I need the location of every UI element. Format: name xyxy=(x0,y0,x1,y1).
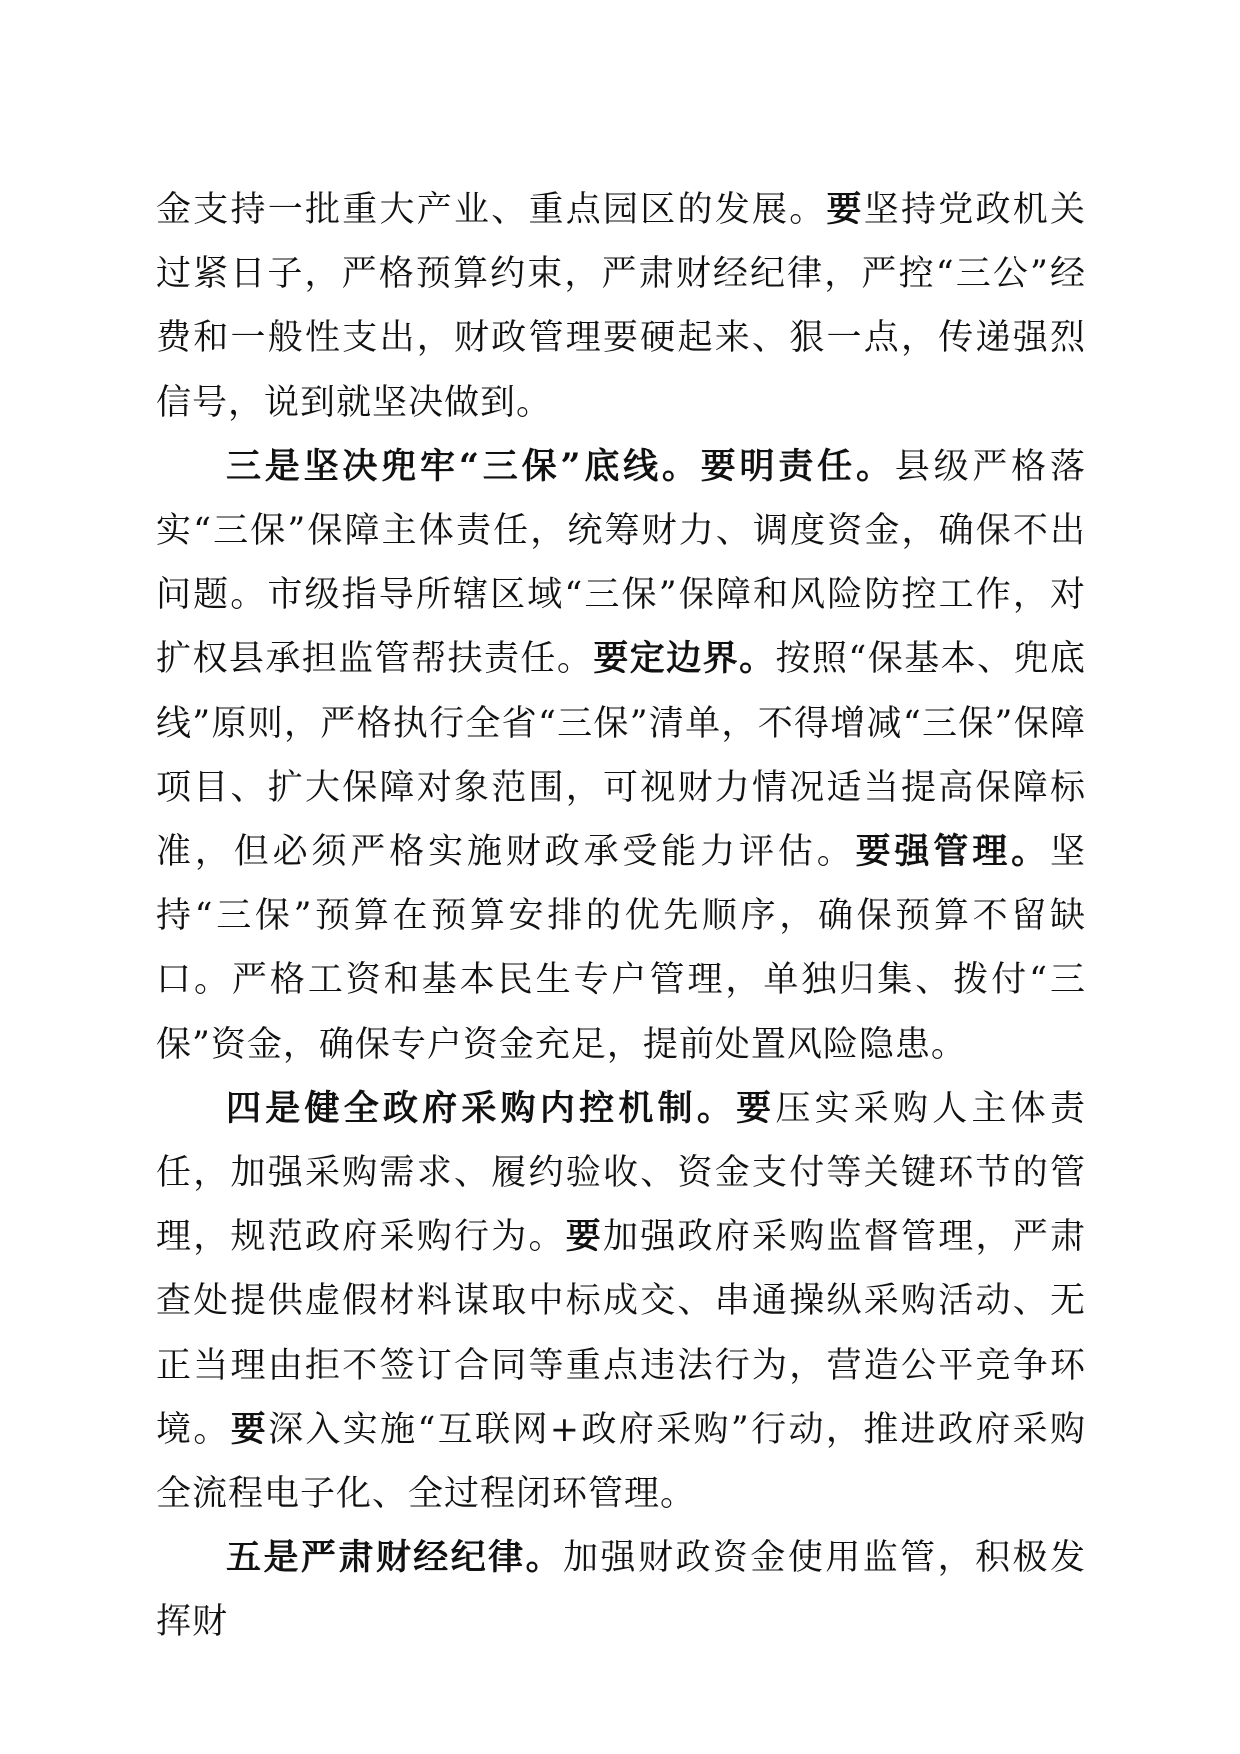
paragraph-1-segment-1: 金支持一批重大产业、重点园区的发展。 xyxy=(156,190,827,230)
paragraph-2-segment-4: 按照“保基本、兜底线”原则，严格执行全省“三保”清单，不得增减“三保”保障项目、扩大保障对象范围，可视财力情况适当提高保障标准，但必须严格实施财政承受能力评估。 xyxy=(156,639,1086,873)
paragraph-4-segment-2: 加强财政资金使用监管，积极发挥财 xyxy=(156,1538,1086,1643)
paragraph-3-heading: 四是健全政府采购内控机制。要 xyxy=(226,1087,776,1129)
paragraph-4-heading: 五是严肃财经纪律。 xyxy=(226,1537,564,1579)
paragraph-3-bold-lead-2: 要 xyxy=(565,1216,603,1258)
paragraph-2-subheading-boundary: 要定边界。 xyxy=(593,638,776,680)
paragraph-4 xyxy=(156,1526,1086,1654)
paragraph-2-subheading-management: 要强管理。 xyxy=(855,831,1050,873)
paragraph-2-segment-2: 县级严格落实“三保”保障主体责任，统筹财力、调度资金，确保不出问题。市级指导所辖区域“三保”保障和风险防控工作，对扩权县承担监管帮扶责任。 xyxy=(156,446,1086,680)
paragraph-3 xyxy=(156,1077,1086,1526)
paragraph-2 xyxy=(156,435,1086,1077)
paragraph-3-bold-lead-3: 要 xyxy=(230,1408,269,1450)
paragraph-2-heading: 三是坚决兜牢“三保”底线。要明责任。 xyxy=(226,445,895,487)
paragraph-1 xyxy=(156,178,1086,435)
paragraph-3-segment-6: 深入实施“互联网+政府采购”行动，推进政府采购全流程电子化、全过程闭环管理。 xyxy=(156,1409,1086,1515)
paragraph-1-segment-3: 坚持党政机关过紧日子，严格预算约束，严肃财经纪律，严控“三公”经费和一般性支出，财政管理要硬起来、狠一点，传递强烈信号，说到就坚决做到。 xyxy=(156,190,1086,423)
paragraph-3-segment-2: 压实采购人主体责任，加强采购需求、履约验收、资金支付等关键环节的管理，规范政府采购行为。 xyxy=(156,1088,1086,1258)
paragraph-2-segment-6: 坚持“三保”预算在预算安排的优先顺序，确保预算不留缺口。严格工资和基本民生专户管理，单独归集、拨付“三保”资金，确保专户资金充足，提前处置风险隐患。 xyxy=(156,832,1086,1065)
document-page xyxy=(156,178,1086,1655)
paragraph-3-segment-4: 加强政府采购监督管理，严肃查处提供虚假材料谋取中标成交、串通操纵采购活动、无正当理由拒不签订合同等重点违法行为，营造公平竞争环境。 xyxy=(156,1217,1086,1450)
paragraph-1-bold-lead: 要 xyxy=(826,189,864,230)
